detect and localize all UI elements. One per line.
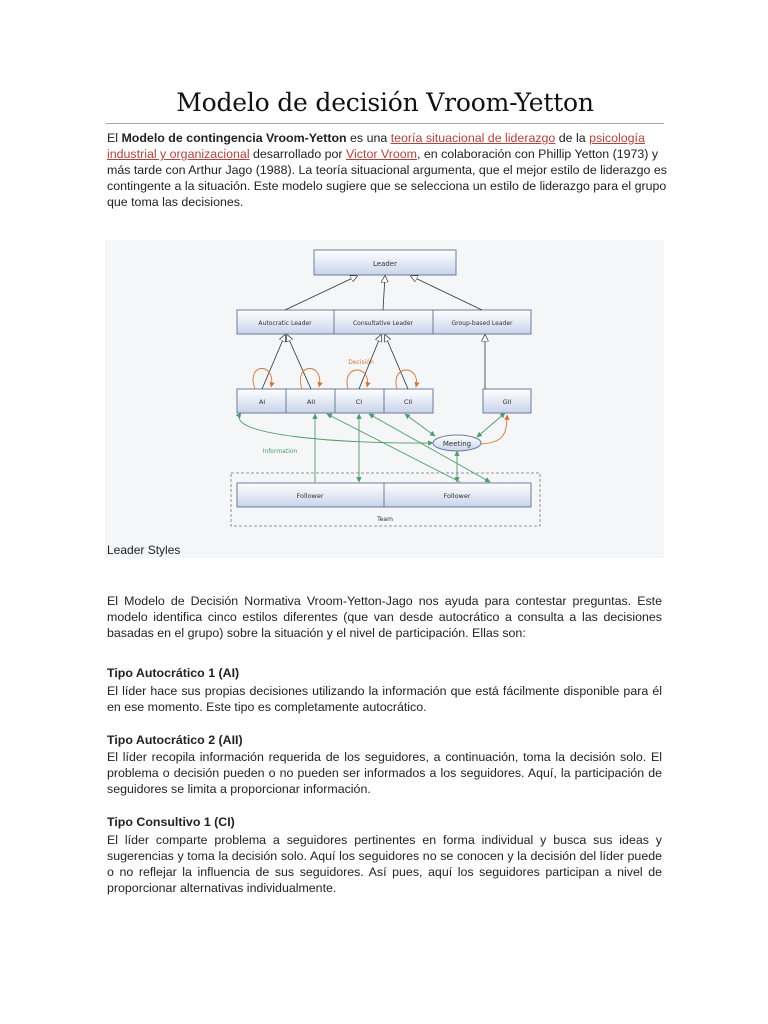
page-title: Modelo de decisión Vroom-Yetton — [176, 88, 594, 117]
consultative-leader-label: Consultative Leader — [352, 320, 414, 327]
section-text-ci: El líder comparte problema a seguidores pertinentes en forma individual y busca sus ideas y sugerencias y toma la decisión solo. Aquí los seguidores no se conocen y la decisión del líder puede o no reflejar la influencia de sus seguidores. Así pues, aquí los seguidores participan a nivel de proporcionar alternativas individualmente. — [107, 833, 662, 895]
figure-caption: Leader Styles — [107, 543, 181, 557]
decision-loop-ci — [347, 370, 368, 389]
section-heading-ci: Tipo Consultivo 1 (CI) — [107, 815, 235, 829]
section-heading-aii: Tipo Autocrático 2 (AII) — [107, 733, 243, 747]
ai-label: AI — [258, 398, 266, 406]
gii-label: GII — [502, 398, 512, 406]
follower-label-1: Follower — [296, 492, 324, 500]
decision-label: Decisión — [348, 359, 374, 366]
decision-loop-aii — [300, 368, 319, 389]
leader-label: Leader — [372, 260, 398, 268]
section-heading-ai: Tipo Autocrático 1 (AI) — [107, 666, 240, 680]
aii-label: AII — [306, 398, 316, 406]
title-divider — [106, 123, 664, 124]
inherit-arrow-autocratic — [285, 276, 357, 310]
leader-styles-diagram — [105, 240, 664, 558]
info-arrow-ai-meeting — [239, 413, 433, 443]
inherit-arrow-aii — [287, 335, 311, 389]
decision-loop-cii — [396, 370, 417, 389]
link-victor-vroom[interactable]: Victor Vroom — [346, 147, 417, 161]
body-paragraph-1: El Modelo de Decisión Normativa Vroom-Yetton-Jago nos ayuda para contestar preguntas. Este modelo identifica cinco estilos diferentes (que van desde autocrático a consulta a las decisiones basadas en el grupo) sobre la situación y el nivel de participación. Ellas son: — [107, 594, 662, 640]
autocratic-leader-label: Autocratic Leader — [258, 320, 312, 327]
section-text-aii: El líder recopila información requerida de los seguidores, a continuación, toma la decisión solo. El problema o decisión pueden o no pueden ser informados a los seguidores. Aquí, la participación de seguidores se limita a proporcionar información. — [107, 750, 662, 796]
decision-arrow-gii — [480, 415, 507, 444]
meeting-label: Meeting — [442, 440, 472, 448]
section-text-ai: El líder hace sus propias decisiones utilizando la información que está fácilmente disponible para él en ese momento. Este tipo es completamente autocrático. — [107, 684, 662, 714]
info-arrow-cii-meeting — [405, 414, 435, 436]
inherit-arrow-ai — [262, 335, 285, 389]
inherit-arrow-consultative — [383, 276, 385, 310]
team-label: Team — [377, 516, 393, 523]
leader-styles-figure — [105, 240, 664, 558]
model-name: Modelo de contingencia Vroom-Yetton — [121, 131, 347, 145]
follower-label-2: Follower — [443, 492, 471, 500]
info-arrow-gii-meeting — [477, 413, 505, 437]
link-situational-leadership[interactable]: teoría situacional de liderazgo — [390, 131, 556, 145]
ci-label: CI — [355, 398, 363, 406]
link-industrial-psychology[interactable]: psicología industrial y organizacional — [107, 131, 645, 161]
inherit-arrow-group — [411, 276, 482, 310]
information-label: Information — [262, 448, 298, 455]
decision-loop-ai — [253, 368, 272, 389]
inherit-arrow-cii — [385, 335, 408, 389]
group-leader-label: Group-based Leader — [451, 320, 513, 327]
cii-label: CII — [403, 398, 413, 406]
intro-paragraph: El Modelo de contingencia Vroom-Yetton es una teoría situacional de liderazgo de la psicología industrial y organizacional desarrollado por Victor Vroom, en colaboración con Phillip Yetton (1973) y más tarde con Arthur Jago (1988). La teoría situacional argumenta, que el mejor estilo de liderazgo es contingente a la situación. Este modelo sugiere que se selecciona un estilo de liderazgo para el grupo que toma las decisiones. — [107, 131, 667, 209]
